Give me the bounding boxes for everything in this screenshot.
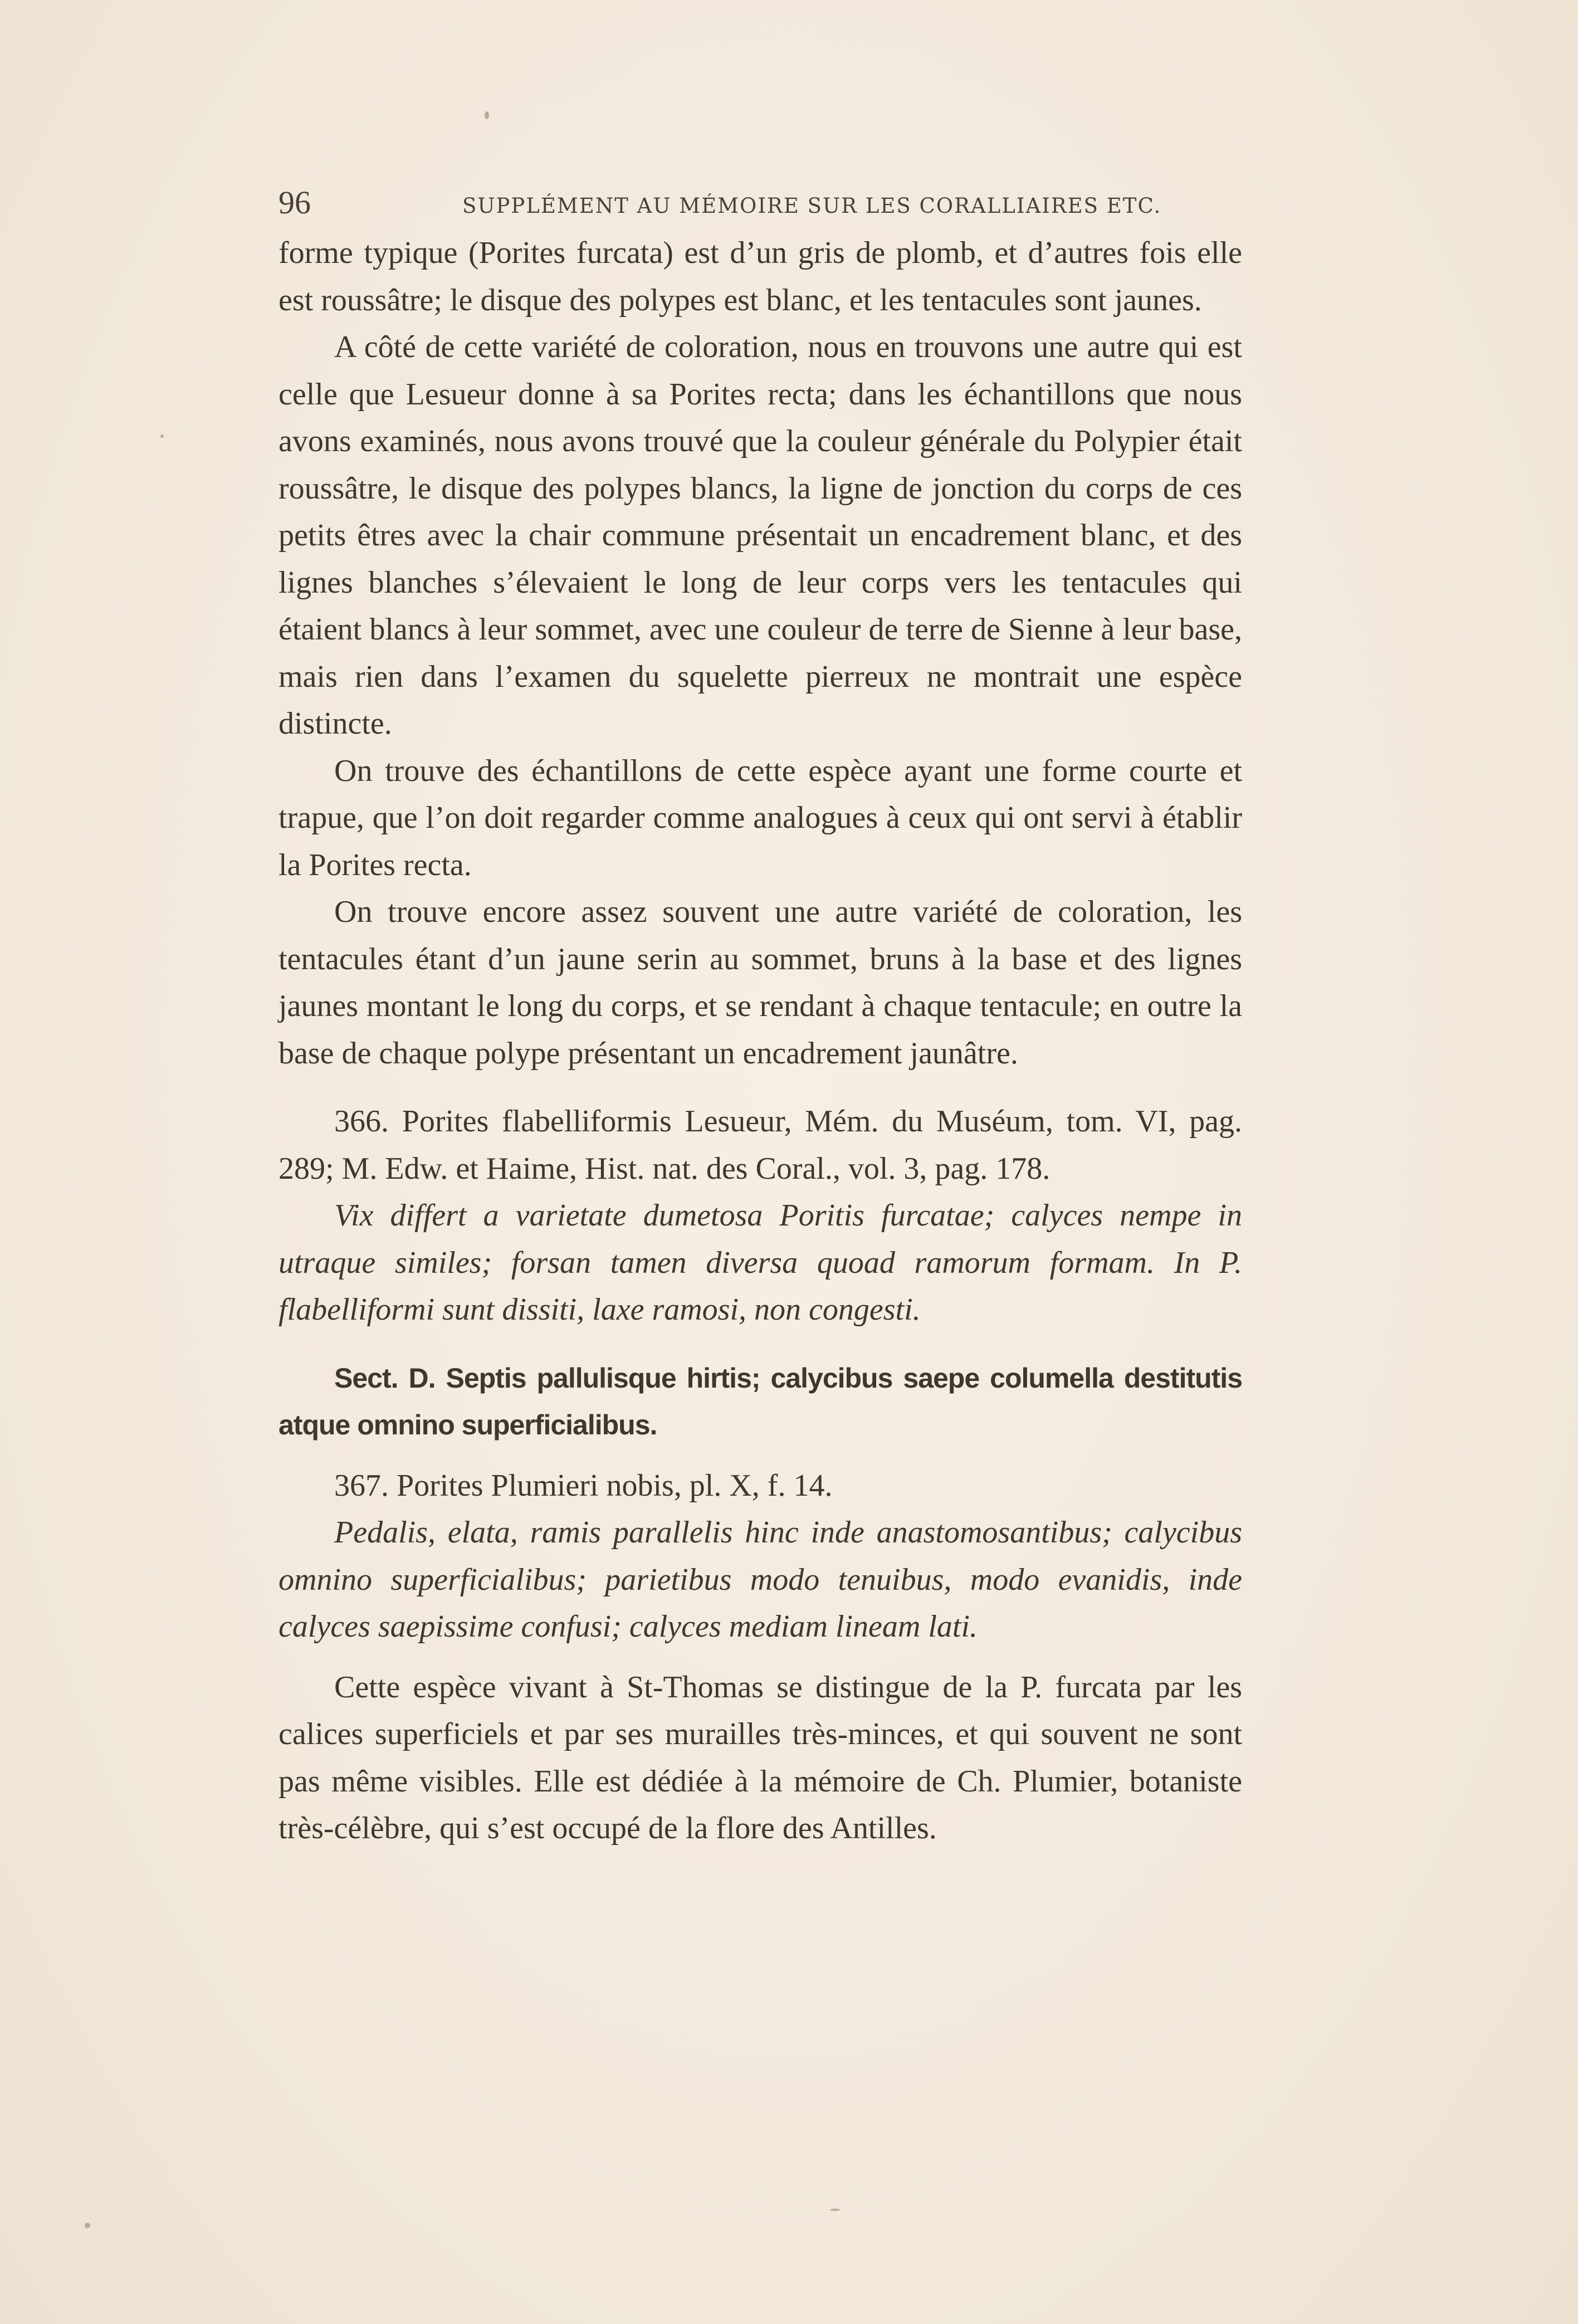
section-d-heading: Sect. D. Septis pallulisque hirtis; calycibus saepe columella destitutis atque omnino superficialibus.: [279, 1362, 1242, 1441]
paragraph-short-form: On trouve des échantillons de cette espèce ayant une forme courte et trapue, que l’on doit regarder comme analogues à ceux qui ont servi à établir la Porites recta.: [279, 753, 1242, 882]
body-text: [279, 230, 1242, 1852]
paper-speck: [85, 2223, 90, 2228]
species-367-heading: 367. Porites Plumieri nobis, pl. X, f. 14.: [334, 1468, 833, 1503]
paragraph-plumieri: Cette espèce vivant à St-Thomas se distingue de la P. furcata par les calices superficiels et par ses murailles très-minces, et qui souvent ne sont pas même visibles. Elle est dédiée à la mémoire de Ch. Plumier, botaniste très-célèbre, qui s’est occupé de la flore des Antilles.: [279, 1669, 1242, 1845]
paper-speck: [160, 434, 164, 438]
running-head: [279, 184, 1242, 228]
paper-speck: [485, 111, 489, 119]
running-title: SUPPLÉMENT AU MÉMOIRE SUR LES CORALLIAIRES ETC.: [462, 194, 1162, 218]
species-366-latin-description: Vix differt a varietate dumetosa Poritis furcatae; calyces nempe in utraque similes; forsan tamen diversa quoad ramorum formam. In P. flabelliformi sunt dissiti, laxe ramosi, non congesti.: [279, 1198, 1242, 1327]
paper-speck: [830, 2209, 840, 2211]
paragraph-yellow-variety: On trouve encore assez souvent une autre variété de coloration, les tentacules étant d’un jaune serin au sommet, bruns à la base et des lignes jaunes montant le long du corps, et se rendant à chaque tentacule; en outre la base de chaque polype présentant un encadrement jaunâtre.: [279, 895, 1242, 1071]
species-366-heading: 366. Porites flabelliformis Lesueur, Mém. du Muséum, tom. VI, pag. 289; M. Edw. et Haime, Hist. nat. des Coral., vol. 3, pag. 178.: [279, 1104, 1242, 1186]
paragraph-continuation: forme typique (Porites furcata) est d’un gris de plomb, et d’autres fois elle est roussâtre; le disque des polypes est blanc, et les tentacules sont jaunes.: [279, 236, 1242, 318]
page-number: 96: [279, 184, 311, 221]
paragraph-coloration-variety: A côté de cette variété de coloration, nous en trouvons une autre qui est celle que Lesueur donne à sa Porites recta; dans les échantillons que nous avons examinés, nous avons trouvé que la couleur générale du Polypier était roussâtre, le disque des polypes blancs, la ligne de jonction du corps de ces petits êtres avec la chair commune présentait un encadrement blanc, et des lignes blanches s’élevaient le long de leur corps vers les tentacules qui étaient blancs à leur sommet, avec une couleur de terre de Sienne à leur base, mais rien dans l’examen du squelette pierreux ne montrait une espèce distincte.: [279, 330, 1242, 741]
species-367-latin-description: Pedalis, elata, ramis parallelis hinc inde anastomosantibus; calycibus omnino superficialibus; parietibus modo tenuibus, modo evanidis, inde calyces saepissime confusi; calyces mediam lineam lati.: [279, 1515, 1242, 1644]
